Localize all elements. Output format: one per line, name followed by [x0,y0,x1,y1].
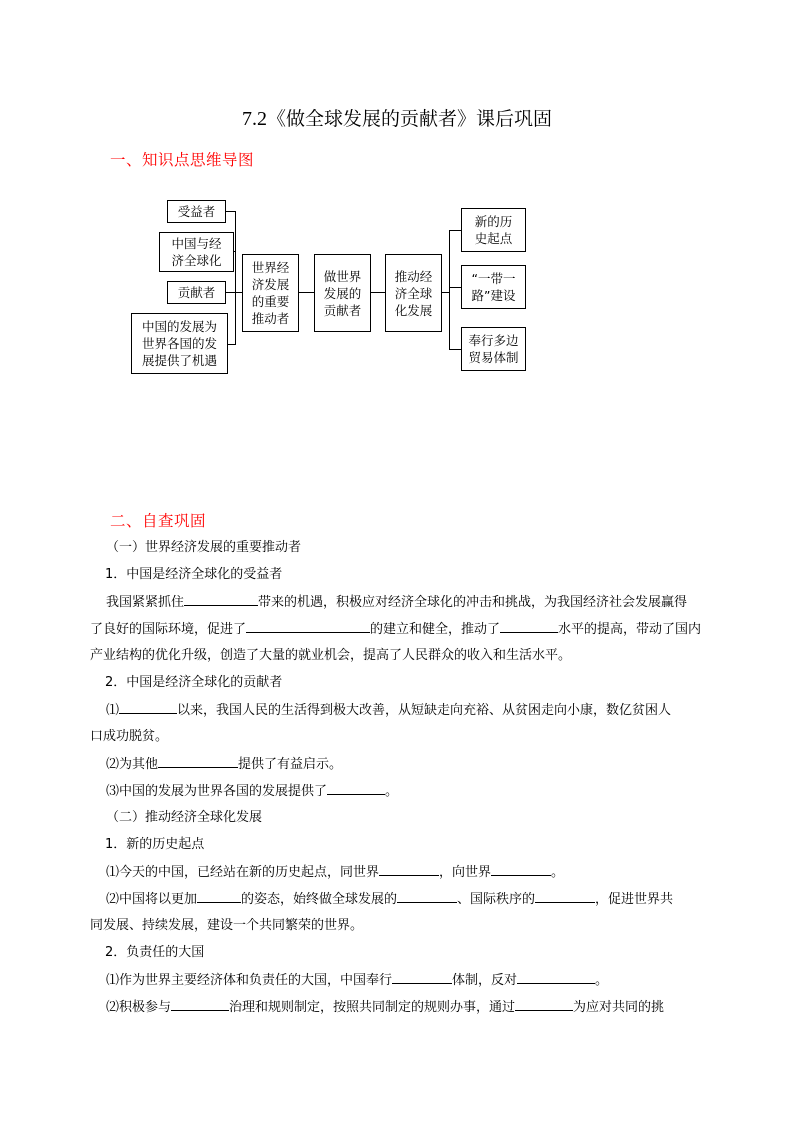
blank[interactable] [535,889,595,903]
blank[interactable] [515,997,573,1011]
subsection-1-2: 2．中国是经济全球化的贡献者 [105,675,283,690]
subsection-1-1: 1．中国是经济全球化的受益者 [105,567,283,582]
box-global-contributor: 做世界 发展的 贡献者 [314,254,371,332]
blank[interactable] [171,997,229,1011]
subheading-2: （二）推动经济全球化发展 [106,810,263,825]
paragraph-line: 同发展、持续发展，建设一个共同繁荣的世界。 [90,918,364,933]
blank[interactable] [517,970,595,984]
paragraph-line: ⑶中国的发展为世界各国的发展提供了 。 [106,781,398,802]
blank[interactable] [184,592,258,606]
box-promote-globalization: 推动经 济全球 化发展 [385,254,442,332]
connector [449,287,461,288]
paragraph-line: ⑴今天的中国，已经站在新的历史起点，同世界 ，向世界 。 [106,862,564,883]
subsection-2-1: 1．新的历史起点 [105,837,205,852]
paragraph-line: 我国紧紧抓住 带来的机遇，积极应对经济全球化的冲击和挑战，为我国经济社会发展赢得 [106,592,687,613]
blank[interactable] [197,889,241,903]
box-beneficiary: 受益者 [167,200,226,223]
paragraph-line: 了良好的国际环境，促进了 的建立和健全，推动了 水平的提高，带动了国内 [90,619,701,640]
subsection-2-2: 2．负责任的大国 [105,945,205,960]
section-mindmap-heading: 一、知识点思维导图 [110,151,255,169]
paragraph-line: ⑵中国将以更加 的姿态，始终做全球发展的 、国际秩序的 ，促进世界共 [106,889,673,910]
paragraph-line: 口成功脱贫。 [90,729,169,744]
box-world-economy-driver: 世界经 济发展 的重要 推动者 [242,254,299,332]
blank[interactable] [379,862,439,876]
paragraph-line: ⑵为其他 提供了有益启示。 [106,754,342,775]
blank[interactable] [158,754,238,768]
box-opportunity: 中国的发展为 世界各国的发 展提供了机遇 [131,313,228,374]
box-china-globalization: 中国与经 济全球化 [159,232,234,272]
blank[interactable] [392,970,452,984]
connector [235,211,236,345]
box-new-starting-point: 新的历 史起点 [461,208,526,252]
connector [235,292,242,293]
connector [299,292,314,293]
box-belt-and-road: “一带一 路”建设 [461,265,526,309]
box-multilateral-trade: 奉行多边 贸易体制 [461,327,526,371]
subheading-1: （一）世界经济发展的重要推动者 [106,540,302,555]
paragraph-line: 产业结构的优化升级，创造了大量的就业机会，提高了人民群众的收入和生活水平。 [90,648,572,663]
blank[interactable] [246,619,370,633]
box-contributor: 贡献者 [167,281,226,304]
connector [371,292,385,293]
blank[interactable] [119,700,177,714]
paragraph-line: ⑴ 以来，我国人民的生活得到极大改善，从短缺走向充裕、从贫困走向小康，数亿贫困人 [106,700,671,721]
blank[interactable] [327,781,385,795]
connector [449,230,450,350]
connector [449,349,461,350]
document-title: 7.2《做全球发展的贡献者》课后巩固 [241,108,552,130]
blank[interactable] [500,619,558,633]
paragraph-line: ⑵积极参与 治理和规则制定，按照共同制定的规则办事，通过 为应对共同的挑 [106,997,664,1018]
blank[interactable] [491,862,551,876]
section-selfcheck-heading: 二、自查巩固 [110,512,207,530]
paragraph-line: ⑴作为世界主要经济体和负责任的大国，中国奉行 体制，反对 。 [106,970,608,991]
connector [449,230,461,231]
blank[interactable] [397,889,457,903]
